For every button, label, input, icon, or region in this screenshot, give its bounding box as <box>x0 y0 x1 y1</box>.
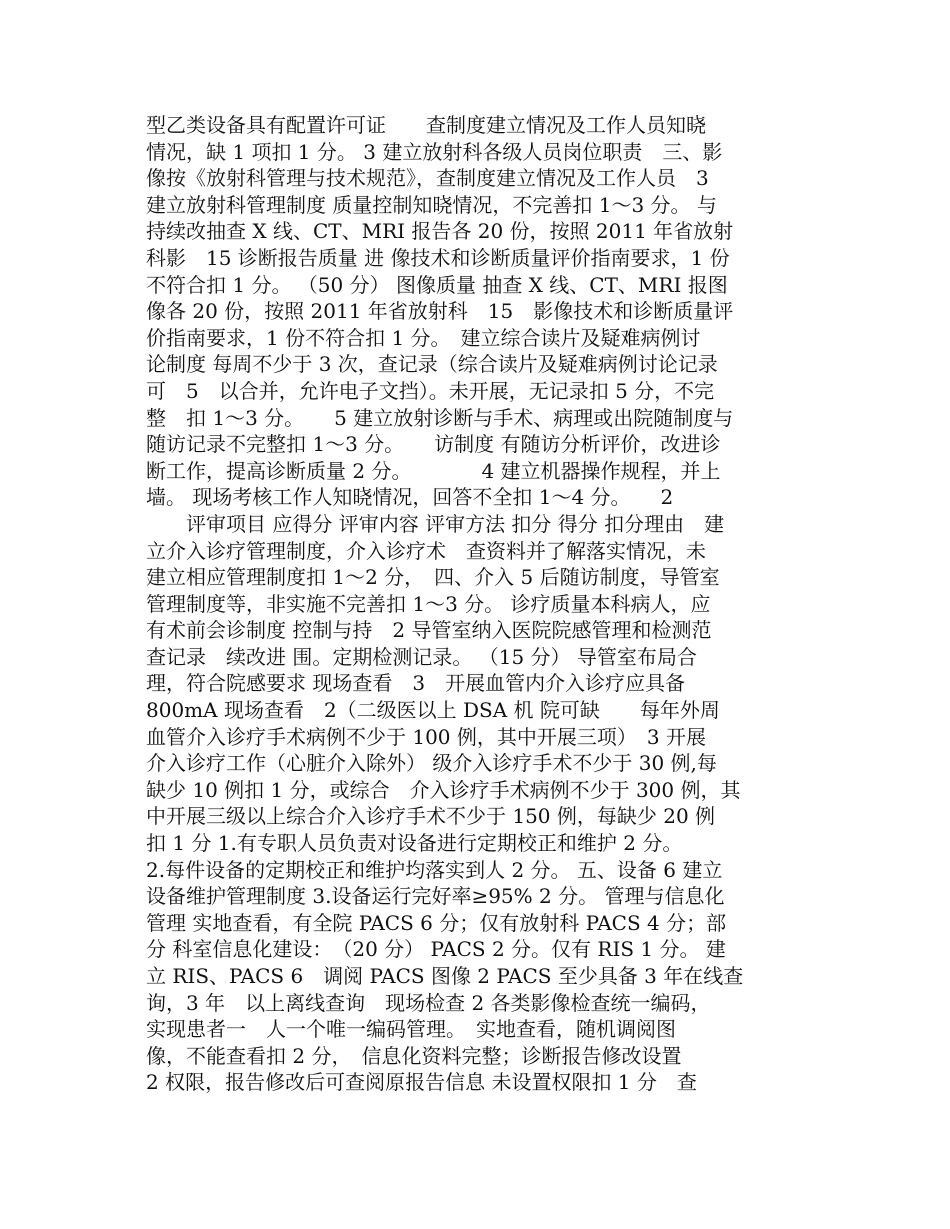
text-line: 持续改抽查 X 线、CT、MRI 报告各 20 份，按照 2011 年省放射 <box>146 219 734 244</box>
text-line: 像各 20 份，按照 2011 年省放射科 15 影像技术和诊断质量评 <box>146 299 734 324</box>
text-line: 随访记录不完整扣 1～3 分。 访制度 有随访分析评价，改进诊 <box>146 432 721 457</box>
text-line: 情况，缺 1 项扣 1 分。 3 建立放射科各级人员岗位职责 三、影 <box>146 139 723 164</box>
text-line: 查记录 续改进 围。定期检测记录。 （15 分） 导管室布局合 <box>146 644 697 669</box>
text-line: 血管介入诊疗手术病例不少于 100 例，其中开展三项） 3 开展 <box>146 724 706 749</box>
text-line: 2.每件设备的定期校正和维护均落实到人 2 分。 五、设备 6 建立 <box>146 857 723 882</box>
text-line: 缺少 10 例扣 1 分，或综合 介入诊疗手术病例不少于 300 例，其 <box>146 777 741 802</box>
text-line: 立 RIS、PACS 6 调阅 PACS 图像 2 PACS 至少具备 3 年在线查 <box>146 964 744 988</box>
text-line: 设备维护管理制度 3.设备运行完好率≥95% 2 分。 管理与信息化 <box>146 884 725 909</box>
text-line: 2 权限，报告修改后可查阅原报告信息 未设置权限扣 1 分 查 <box>146 1070 697 1095</box>
text-line: 不符合扣 1 分。 （50 分） 图像质量 抽查 X 线、CT、MRI 报图 <box>146 272 728 297</box>
text-line: 理，符合院感要求 现场查看 3 开展血管内介入诊疗应具备 <box>146 671 686 696</box>
text-line: 管理制度等，非实施不完善扣 1～3 分。 诊疗质量本科病人，应 <box>146 591 711 616</box>
text-line: 断工作，提高诊断质量 2 分。 4 建立机器操作规程，并上 <box>146 458 721 483</box>
text-line: 像，不能查看扣 2 分， 信息化资料完整；诊断报告修改设置 <box>146 1043 682 1068</box>
text-line: 扣 1 分 1.有专职人员负责对设备进行定期校正和维护 2 分。 <box>146 831 683 856</box>
text-line: 建立放射科管理制度 质量控制知晓情况，不完善扣 1～3 分。 与 <box>146 192 717 217</box>
text-line: 可 5 以合并，允许电子文挡）。未开展，无记录扣 5 分，不完 <box>146 378 715 403</box>
text-line: 管理 实地查看，有全院 PACS 6 分；仅有放射科 PACS 4 分；部 <box>146 910 727 935</box>
text-line: 有术前会诊制度 控制与持 2 导管室纳入医院院感管理和检测范 <box>146 618 712 643</box>
text-line: 介入诊疗工作（心脏介入除外） 级介入诊疗手术不少于 30 例,每 <box>146 751 717 776</box>
text-line: 型乙类设备具有配置许可证 查制度建立情况及工作人员知晓 <box>146 113 706 137</box>
text-line: 论制度 每周不少于 3 次，查记录（综合读片及疑难病例讨论记录 <box>146 352 718 377</box>
document-body <box>146 112 826 1096</box>
text-line: 评审项目 应得分 评审内容 评审方法 扣分 得分 扣分理由 建 <box>146 511 725 536</box>
text-line: 价指南要求，1 份不符合扣 1 分。 建立综合读片及疑难病例讨 <box>146 325 701 350</box>
text-line: 墙。 现场考核工作人知晓情况，回答不全扣 1～4 分。 2 <box>146 485 674 510</box>
text-line: 科影 15 诊断报告质量 进 像技术和诊断质量评价指南要求，1 份 <box>146 245 730 270</box>
text-line: 中开展三级以上综合介入诊疗手术不少于 150 例，每缺少 20 例 <box>146 804 716 829</box>
text-line: 询，3 年 以上离线查询 现场检查 2 各类影像检查统一编码， <box>146 990 711 1015</box>
text-line: 建立相应管理制度扣 1～2 分， 四、介入 5 后随访制度，导管室 <box>146 565 720 590</box>
text-line: 像按《放射科管理与技术规范》，查制度建立情况及工作人员 3 <box>146 166 709 191</box>
text-line: 分 科室信息化建设： （20 分） PACS 2 分。仅有 RIS 1 分。 建 <box>146 937 726 962</box>
text-line: 立介入诊疗管理制度，介入诊疗术 查资料并了解落实情况，未 <box>146 538 706 563</box>
text-line: 800mA 现场查看 2（二级医以上 DSA 机 院可缺 每年外周 <box>146 698 720 723</box>
text-line: 实现患者一 人一个唯一编码管理。 实地查看，随机调阅图 <box>146 1017 676 1042</box>
text-line: 整 扣 1～3 分。 5 建立放射诊断与手术、病理或出院随制度与 <box>146 405 734 430</box>
